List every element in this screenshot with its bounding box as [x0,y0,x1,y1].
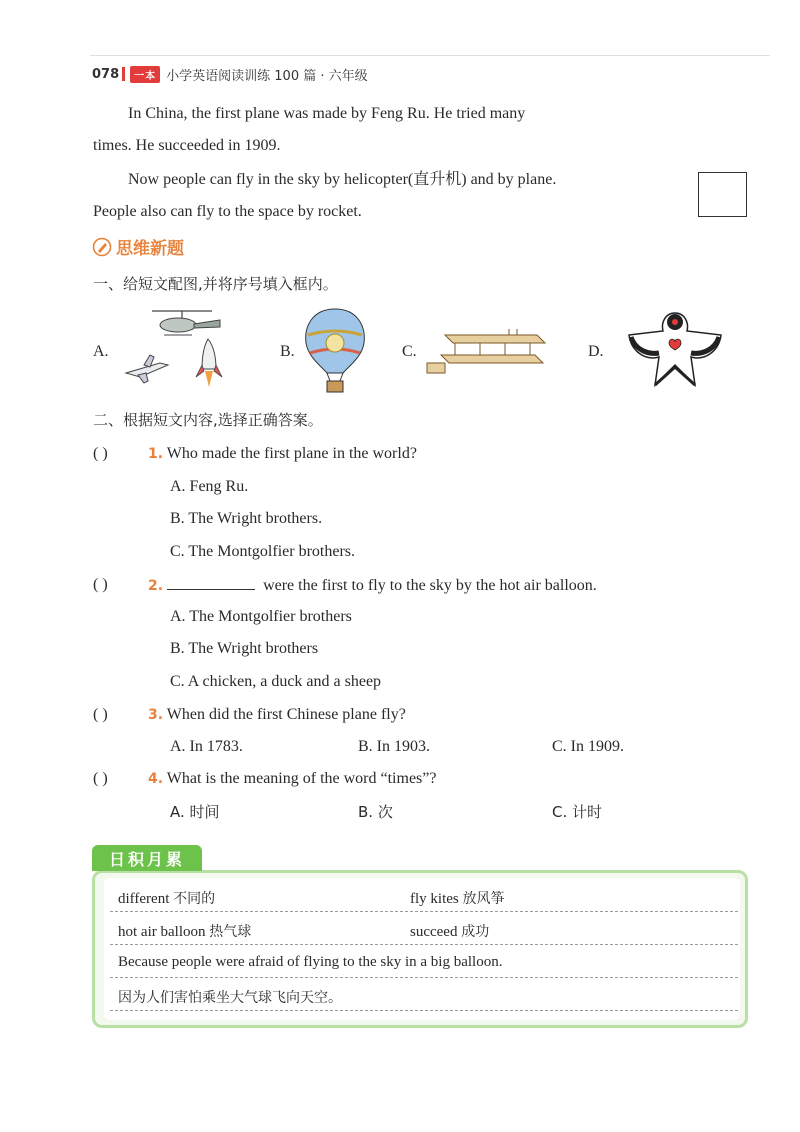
question-1-bracket[interactable]: ( ) [93,445,108,462]
question-2-blank[interactable] [167,575,255,590]
q1-choice-c[interactable]: C. The Montgolfier brothers. [170,543,356,560]
question-1-number: 1. [148,446,164,462]
option-c-label: C. [402,343,417,360]
book-title: 小学英语阅读训练 100 篇 · 六年级 [166,68,368,84]
swallow-kite-icon [625,305,725,390]
hot-air-balloon-icon [300,305,370,397]
q2-choice-b[interactable]: B. The Wright brothers [170,640,319,657]
part2-instruction: 二、根据短文内容,选择正确答案。 [93,411,323,429]
option-a-label: A. [93,343,109,360]
vocab-tab: 日积月累 [92,845,202,871]
question-2-bracket[interactable]: ( ) [93,576,108,593]
part1-instruction: 一、给短文配图,并将序号填入框内。 [93,275,338,293]
q3-choice-a[interactable]: A. In 1783. [170,738,243,755]
vocab-divider [110,1010,738,1011]
question-2-text: were the first to fly to the sky by the hot air balloon. [263,577,597,594]
option-b-label: B. [280,343,295,360]
vocab-succeed-en: succeed [410,924,458,940]
vocab-succeed-cn: 成功 [461,924,490,940]
question-4-text: What is the meaning of the word “times”? [166,770,437,787]
vocab-different [118,888,215,908]
q2-choice-a[interactable]: A. The Montgolfier brothers [170,608,352,625]
q2-choice-c[interactable]: C. A chicken, a duck and a sheep [170,673,382,690]
vocab-succeed [410,921,489,941]
question-2-number: 2. [148,578,164,594]
question-4-number: 4. [148,771,164,787]
question-1-text: Who made the first plane in the world? [166,445,417,462]
q4-choice-c[interactable]: C. 计时 [552,803,603,821]
q4-choice-b[interactable]: B. 次 [358,803,393,821]
helicopter-plane-rocket-icon [120,305,230,395]
section-title-text: 思维新题 [116,239,184,259]
section-title [92,234,184,259]
vocab-sentence-en: Because people were afraid of flying to the sky in a big balloon. [118,954,503,970]
page-header [92,64,368,84]
question-4 [148,769,436,789]
vocab-hot-air-balloon [118,921,251,941]
question-2 [148,575,597,596]
vocab-divider [110,944,738,945]
vocab-different-cn: 不同的 [173,891,216,907]
vocab-divider [110,911,738,912]
vocab-fly-kites-en: fly kites [410,891,459,907]
vocab-hot-air-balloon-en: hot air balloon [118,924,206,940]
passage-line-2: times. He succeeded in 1909. [93,137,281,154]
question-3-text: When did the first Chinese plane fly? [166,706,406,723]
pen-icon [92,237,112,257]
header-divider [122,67,125,81]
q1-choice-b[interactable]: B. The Wright brothers. [170,510,323,527]
header-rule [90,55,770,56]
passage-line-1: In China, the first plane was made by Feng Ru. He tried many [128,105,526,122]
q3-choice-c[interactable]: C. In 1909. [552,738,624,755]
book-logo: 一本 [130,66,160,83]
option-d-label: D. [588,343,604,360]
question-3-bracket[interactable]: ( ) [93,706,108,723]
answer-box[interactable] [698,172,747,217]
wright-flyer-plane-icon [425,325,550,380]
question-3 [148,705,406,725]
question-1 [148,444,417,464]
question-3-number: 3. [148,707,164,723]
q3-choice-b[interactable]: B. In 1903. [358,738,430,755]
passage-line-4: People also can fly to the space by rocket. [93,203,362,220]
vocab-different-en: different [118,891,170,907]
page-number: 078 [92,66,120,82]
vocab-hot-air-balloon-cn: 热气球 [209,924,252,940]
question-4-bracket[interactable]: ( ) [93,770,108,787]
vocab-sentence-cn: 因为人们害怕乘坐大气球飞向天空。 [118,990,342,1006]
vocab-fly-kites [410,888,505,908]
vocab-fly-kites-cn: 放风筝 [462,891,505,907]
vocab-divider [110,977,738,978]
q1-choice-a[interactable]: A. Feng Ru. [170,478,249,495]
passage-line-3: Now people can fly in the sky by helicopter(直升机) and by plane. [128,171,557,188]
q4-choice-a[interactable]: A. 时间 [170,803,220,821]
